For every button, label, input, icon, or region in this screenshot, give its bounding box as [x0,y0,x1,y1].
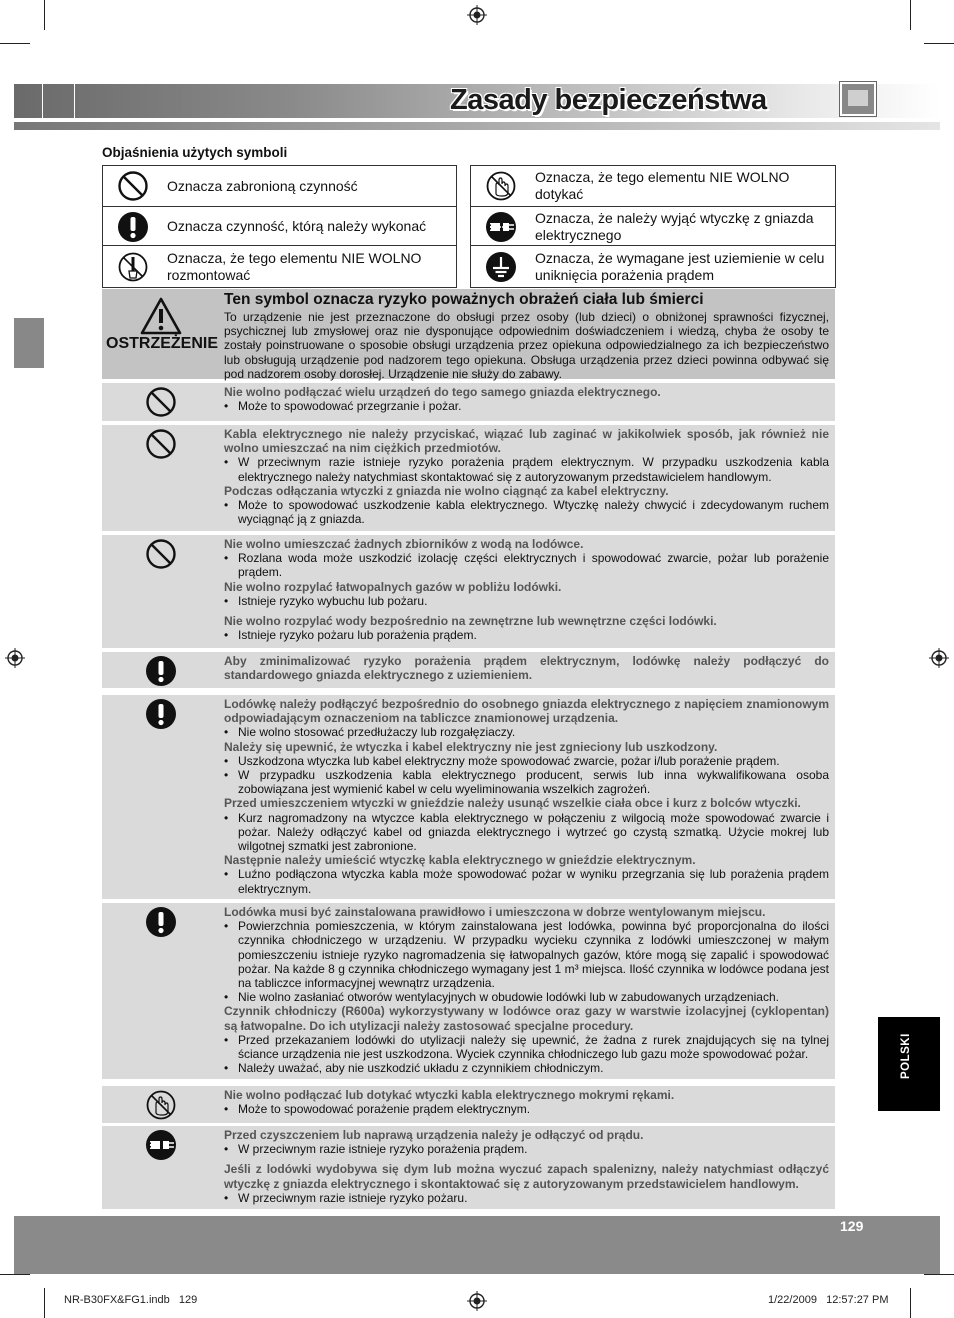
warning-row-content [224,654,829,682]
bullet-item: • Należy uważać, aby nie uszkodzić układu z czynnikiem chłodniczym. [224,1061,829,1075]
unplug-icon [102,1129,220,1161]
left-margin-tab [14,318,44,368]
bullet-item: • Luźno podłączona wtyczka kabla może spowodować pożar w wyniku przegrzania się lub porażenia prądem elektrycznym. [224,867,829,895]
prohibited-icon [102,538,220,570]
registration-mark-icon [5,648,25,668]
symbols-table-left [102,165,457,288]
warning-statement: Kabla elektrycznego nie należy przyciskać, wiązać lub zaginać w jakikolwiek sposób, jak również nie wolno umieszczać na nim ciężkich przedmiotów. [224,427,829,456]
bullet-item: • Rozlana woda może uszkodzić izolację części elektrycznych i spowodować zwarcie, pożar lub porażenie prądem. [224,551,829,579]
bullet-item: • W przypadku uszkodzenia kabla elektrycznego producent, serwis lub inna wykwalifikowana osoba zobowiązana jest wymienić kabel w celu wyeliminowania wszelkich zagrożeń. [224,768,829,796]
mandatory-icon [102,655,220,687]
warning-row [102,535,835,648]
warning-row [102,903,835,1079]
warning-row [102,383,835,421]
symbol-row [471,245,835,287]
warning-statement: Przed umieszczeniem wtyczki w gnieździe należy usunąć wszelkie ciała obce i kurz z bolców wtyczki. [224,796,801,811]
warning-statement: Jeśli z lodówki wydobywa się dym lub można wyczuć zapach spalenizny, należy natychmiast odłączyć wtyczkę z gniazda elektrycznego i skontaktować się z autoryzowanym przedstawicielem handlowym. [224,1162,829,1191]
bullet-item: • Przed przekazaniem lodówki do utylizacji należy się upewnić, że żadna z rurek znajdujących się na tylnej ściance urządzenia nie jest uszkodzona. Wyciek czynnika chłodniczego lub gazu może spowodować pożar. [224,1033,829,1061]
no-disassembly-icon [103,246,163,287]
mandatory-icon [103,207,163,246]
symbol-description: Oznacza zabronioną czynność [167,177,358,194]
bullet-item: • W przeciwnym razie istnieje ryzyko porażenia prądem. [224,1142,829,1156]
registration-mark-icon [929,648,949,668]
symbol-row [103,245,456,287]
no-touch-icon [471,166,531,206]
crop-mark [0,43,30,44]
crop-mark [0,1274,30,1275]
language-tab-label: POLSKI [900,1033,912,1079]
symbol-description: Oznacza czynność, którą należy wykonać [167,218,427,234]
symbol-description: Oznacza, że tego elementu NIE WOLNO dotykać [535,169,790,202]
warning-label: OSTRZEŻENIE [106,335,219,352]
symbol-description: Oznacza, że wymagane jest uziemienie w celu uniknięcia porażenia prądem [535,249,825,283]
crop-mark [924,1274,954,1275]
warning-row-content [224,427,829,526]
ground-icon [471,246,531,287]
crop-mark [44,1288,45,1318]
warning-statement: Nie wolno podłączać lub dotykać wtyczki kabla elektrycznego mokrymi rękami. [224,1088,675,1102]
warning-row-content [224,697,829,896]
print-slug-file: NR-B30FX&FG1.indb 129 [64,1294,198,1306]
symbol-row [471,206,835,246]
symbol-description: Oznacza, że tego elementu NIE WOLNO rozmontować [167,249,422,283]
warning-row [102,652,835,688]
bullet-item: • Kurz nagromadzony na wtyczce kabla elektrycznego w połączeniu z wilgocią może spowodować zwarcie i pożar. Należy odłączyć kabel od gniazda elektrycznego i wytrzeć go czystą szmatką. Użycie mokrej lub wilgotnej szmatki jest zabronione. [224,811,829,854]
warning-statement: Przed czyszczeniem lub naprawą urządzenia należy je odłączyć od prądu. [224,1128,644,1142]
bullet-item: • Istnieje ryzyko pożaru lub porażenia prądem. [224,628,829,642]
crop-mark [910,0,911,30]
warning-statement: Lodówkę należy podłączyć bezpośrednio do osobnego gniazda elektrycznego z napięciem znamionowym odpowiadającym oznaczeniom na tabliczce znamionowej urządzenia. [224,697,829,726]
warning-row [102,425,835,531]
warning-row [102,1086,835,1123]
page-number: 129 [840,1218,864,1234]
prohibited-icon [102,428,220,460]
bullet-item: • Może to spowodować porażenie prądem elektrycznym. [224,1102,829,1116]
warning-statement: Nie wolno umieszczać żadnych zbiorników z wodą na lodówce. [224,537,584,551]
symbol-row [103,206,456,246]
bullet-item: • W przeciwnym razie istnieje ryzyko porażenia prądem elektrycznym. W przypadku uszkodzenia kabla elektrycznego należy natychmiast skontaktować się z autoryzowanym przedstawicielem handlowym. [224,455,829,483]
warning-row-content [224,1128,829,1205]
warning-row [102,695,835,899]
warning-row [102,1126,835,1209]
footer-band [14,1216,940,1274]
symbols-heading: Objaśnienia użytych symboli [102,145,288,160]
warning-statement: Nie wolno podłączać wielu urządzeń do tego samego gniazda elektrycznego. [224,385,661,399]
symbol-row [471,166,835,206]
symbols-table-right [470,165,836,288]
unplug-icon [471,207,531,246]
warning-statement: Nie wolno rozpylać wody bezpośrednio na zewnętrzne lub wewnętrzne części lodówki. [224,614,717,629]
registration-mark-icon [467,5,487,25]
warning-row-content [224,537,829,642]
bullet-item: • Nie wolno zasłaniać otworów wentylacyjnych w obudowie lodówki lub w zabudowanych urządzeniach. [224,990,829,1004]
bullet-item: • W przeciwnym razie istnieje ryzyko pożaru. [224,1191,829,1205]
bullet-item: • Uszkodzona wtyczka lub kabel elektryczny może spowodować zwarcie, pożar i/lub porażenie prądem. [224,754,829,768]
bullet-item: • Istnieje ryzyko wybuchu lub pożaru. [224,594,829,608]
warning-statement: Lodówka musi być zainstalowana prawidłowo i umieszczona w dobrze wentylowanym miejscu. [224,905,766,919]
bullet-item: • Powierzchnia pomieszczenia, w którym zainstalowana jest lodówka, powinna być proporcjonalna do ilości czynnika chłodniczego w urządzeniu. W przypadku wycieku czynnika z lodówki umieszczonej w małym pomieszczeniu istnieje ryzyko nagromadzenia się łatwopalnych gazów, które mogą się zapalić i spowodować pożar. Na każde 8 g czynnika chłodniczego wymagany jest 1 m³ miejsca. Ilość czynnika w lodówce podana jest na tabliczce informacyjnej wewnątrz urządzenia. [224,919,829,990]
bullet-item: • Może to spowodować uszkodzenie kabla elektrycznego. Wtyczkę należy chwycić i zdecydowanym ruchem wyciągnąć ją z gniazda. [224,498,829,526]
warning-row-content [224,385,829,413]
print-slug-date: 1/22/2009 12:57:27 PM [768,1294,889,1306]
warning-statement: Podczas odłączania wtyczki z gniazda nie wolno ciągnąć za kabel elektryczny. [224,483,669,498]
crop-mark [910,1288,911,1318]
crop-mark [44,0,45,30]
warning-statement: Następnie należy umieścić wtyczkę kabla elektrycznego w gnieździe elektrycznym. [224,853,696,868]
mandatory-icon [102,906,220,938]
prohibited-icon [103,166,163,206]
prohibited-icon [102,386,220,418]
language-tab [878,1017,940,1111]
symbol-row [103,166,456,206]
bullet-item: • Może to spowodować przegrzanie i pożar. [224,399,829,413]
warning-statement: Należy się upewnić, że wtyczka i kabel elektryczny nie jest zgnieciony lub uszkodzony. [224,739,718,754]
title-square-icon [840,82,876,116]
mandatory-icon [102,698,220,730]
page-title: Zasady bezpieczeństwa [450,84,767,116]
bullet-item: • Nie wolno stosować przedłużaczy lub rozgałęziaczy. [224,725,829,739]
header-divider [14,122,940,130]
symbol-description: Oznacza, że należy wyjąć wtyczkę z gniazda elektrycznego [535,209,814,243]
warning-triangle-icon [140,297,182,335]
warning-statement: Czynnik chłodniczy (R600a) wykorzystywany w lodówce oraz gazy w warstwie izolacyjnej (cyklopentan) są łatwopalne. Do ich utylizacji należy zastosować specjalne procedury. [224,1004,829,1033]
warning-row-content [224,905,829,1075]
crop-mark [924,43,954,44]
warning-intro: To urządzenie nie jest przeznaczone do obsługi przez osoby (lub dzieci) o obniżonej sprawności fizycznej, psychicznej lub zmysłowej oraz nie dysponujące odpowiednim doświadczeniem i wiedzą, chyba że osoby te zostały poinstruowane o sposobie obsługi urządzenia przez opiekuna odpowiedzialnego za ich bezpieczeństwo lub obsługują urządzenie pod nadzorem tego opiekuna. Obsługa urządzenia przez dzieci powinna odbywać się pod nadzorem osoby dorosłej. Urządzenie nie służy do zabawy. [224,310,829,381]
warning-statement: Aby zminimalizować ryzyko porażenia prądem elektrycznym, lodówkę należy podłączyć do standardowego gniazda elektrycznego z uziemieniem. [224,654,829,683]
registration-mark-icon [467,1291,487,1311]
warning-header [102,289,835,379]
no-touch-icon [102,1089,220,1121]
warning-title: Ten symbol oznacza ryzyko poważnych obrażeń ciała lub śmierci [224,291,704,308]
warning-row-content [224,1088,829,1116]
warning-statement: Nie wolno rozpylać łatwopalnych gazów w pobliżu lodówki. [224,579,562,594]
